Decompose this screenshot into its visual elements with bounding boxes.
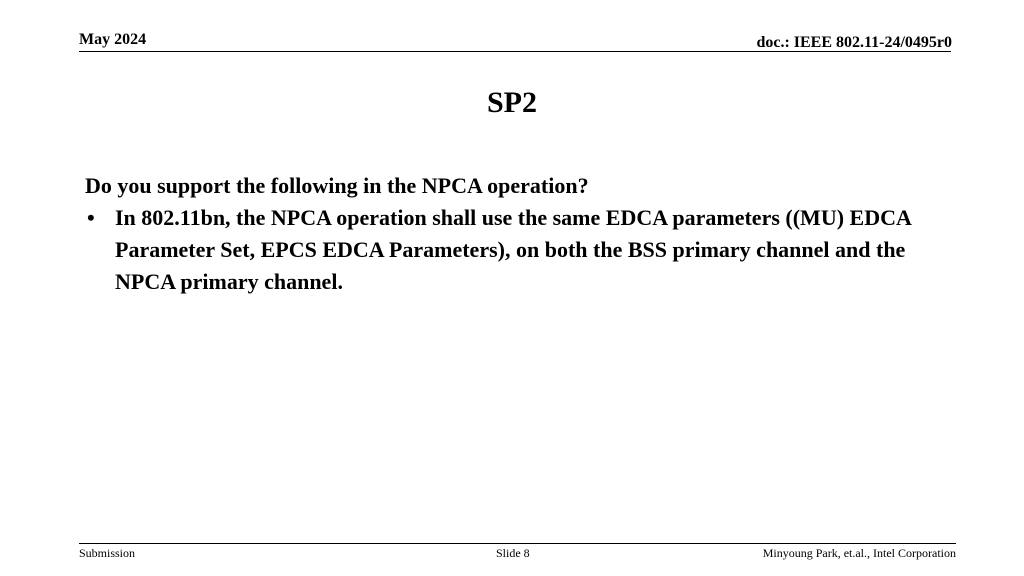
footer-divider (79, 543, 956, 544)
slide-title: SP2 (486, 86, 537, 119)
footer-author: Minyoung Park, et.al., Intel Corporation (762, 546, 956, 560)
header-divider (79, 51, 951, 52)
bullet-item (85, 202, 955, 298)
straw-poll-question: Do you support the following in the NPCA operation? (85, 173, 589, 198)
bullet-marker: • (87, 205, 95, 230)
bullet-text: In 802.11bn, the NPCA operation shall use the same EDCA parameters ((MU) EDCA Parameter Set, EPCS EDCA Parameters), on both the BSS primary channel and the NPCA primary channel. (115, 205, 911, 294)
slide-body (85, 170, 955, 298)
header-date: May 2024 (79, 31, 147, 48)
header-doc-id: doc.: IEEE 802.11-24/0495r0 (756, 34, 952, 51)
footer-submission: Submission (79, 546, 136, 560)
footer-slide-number: Slide 8 (496, 546, 530, 560)
